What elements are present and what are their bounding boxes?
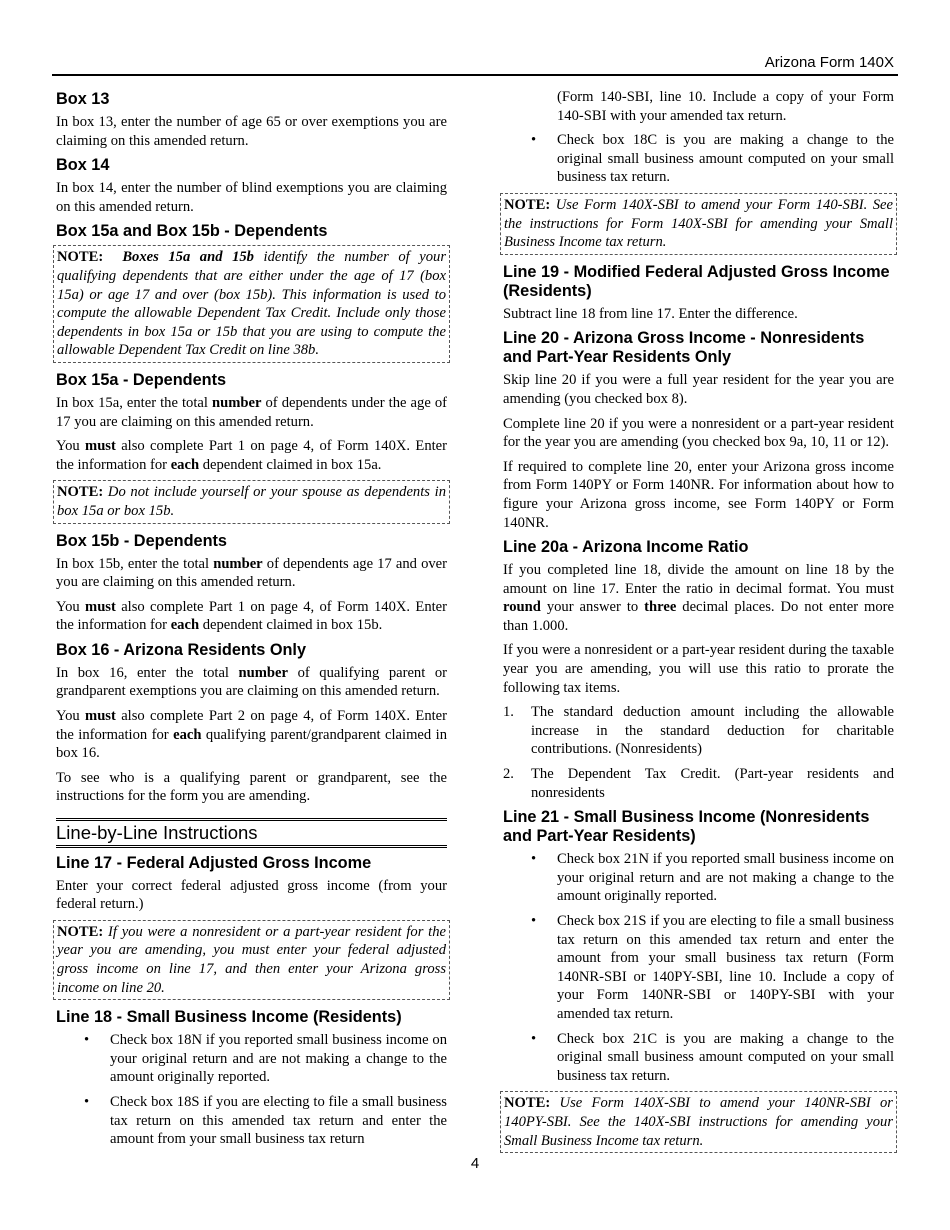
line20-heading: Line 20 - Arizona Gross Income - Nonresidents and Part-Year Residents Only: [503, 329, 865, 367]
box15ab-heading: Box 15a and Box 15b - Dependents: [56, 222, 328, 241]
line20-text-2: Complete line 20 if you were a nonresident or a part-year resident for the year you are amending (you checked box 9a, 10, 11 or 12).: [503, 415, 894, 451]
line17-heading: Line 17 - Federal Adjusted Gross Income: [56, 853, 372, 872]
list-item: 1. The standard deduction amount including the allowable increase in the standard deduction for charitable contributions. (Nonresidents): [503, 704, 894, 758]
note-bold-italic: Boxes 15a and 15b: [122, 249, 254, 266]
box16-heading: Box 16 - Arizona Residents Only: [56, 640, 307, 659]
box16-text-2: You must also complete Part 2 on page 4, of Form 140X. Enter the information for each qualifying parent/grandparent claimed in box 16.: [56, 708, 448, 762]
line20a-items: [503, 703, 894, 802]
note-text: Use Form 140X-SBI to amend your 140NR-SBI or 140PY-SBI. See the 140X-SBI instructions for amending your Small Business Income tax return.: [504, 1095, 893, 1149]
line21-bullets: [503, 850, 894, 1085]
note-text: Use Form 140X-SBI to amend your Form 140-SBI. See the instructions for Form 140X-SBI for amending your Small Business Income tax return.: [504, 196, 893, 251]
note-label: NOTE:: [57, 484, 104, 501]
box15ab-note: [53, 245, 450, 363]
line20-text-3: If required to complete line 20, enter your Arizona gross income from Form 140PY or Form 140NR. For information about how to figure your Arizona gross income, see Form 140PY or Form 140NR.: [503, 458, 894, 531]
line21-heading: Line 21 - Small Business Income (Nonresidents and Part-Year Residents): [503, 808, 870, 846]
line18-bullets: [56, 1031, 447, 1149]
list-item: • Check box 21C is you are making a change to the original small business amount computed on your small business tax return.: [531, 1030, 894, 1084]
box13-text: In box 13, enter the number of age 65 or over exemptions you are claiming on this amended return.: [56, 114, 447, 149]
line-by-line-heading: Line-by-Line Instructions: [56, 818, 447, 848]
header-rule: [52, 74, 898, 76]
box15b-text-1: In box 15b, enter the total number of dependents age 17 and over you are claiming on this amended return.: [56, 555, 447, 591]
box15a-heading: Box 15a - Dependents: [56, 370, 227, 389]
sbi-note: [500, 193, 897, 255]
list-item: • Check box 18C is you are making a change to the original small business amount computed on your small business tax return.: [531, 132, 894, 186]
page-number: 4: [470, 1155, 480, 1172]
list-item: • Check box 21N if you reported small business income on your original return and are not making a change to the amount originally reported.: [531, 851, 894, 905]
line19-text: Subtract line 18 from line 17. Enter the difference.: [503, 305, 798, 322]
line18-bullet-continuation: (Form 140-SBI, line 10. Include a copy of your Form 140-SBI with your amended tax return.: [557, 89, 894, 124]
line20a-text-1: If you completed line 18, divide the amount on line 18 by the amount on line 17. Enter the ratio in decimal format. You must round your answer to three decimal places. Do not enter more than 1.000.: [503, 562, 895, 634]
box14-heading: Box 14: [56, 156, 110, 175]
note-text: If you were a nonresident or a part-year resident for the year you are amending, you must enter your federal adjusted gross income on line 17, and then enter your Arizona gross income on line 20.: [57, 923, 446, 996]
note-text: Do not include yourself or your spouse as dependents in box 15a or box 15b.: [57, 484, 446, 519]
note-text: identify the number of your qualifying dependents that are either under the age of 17 (box 15a) or age 17 and over (box 15b). This information is used to compute the allowable Dependent Tax Credit. Include only those dependents in box 15a or 15b that you are using to compute the allowable Dependent Tax Credit on line 38b.: [57, 249, 447, 359]
box15a-text-1: In box 15a, enter the total number of dependents under the age of 17 you are claiming on this amended return.: [56, 394, 447, 430]
line18-heading: Line 18 - Small Business Income (Residents): [56, 1008, 402, 1027]
line17-text: Enter your correct federal adjusted gross income (from your federal return.): [56, 877, 447, 913]
box14-text: In box 14, enter the number of blind exemptions you are claiming on this amended return.: [56, 180, 447, 215]
line20a-heading: Line 20a - Arizona Income Ratio: [503, 538, 749, 557]
note-label: NOTE:: [57, 249, 104, 266]
line17-note: [53, 920, 450, 1000]
left-column: [56, 88, 447, 1155]
box15b-heading: Box 15b - Dependents: [56, 531, 227, 550]
list-item: • Check box 18S if you are electing to file a small business tax return on this amended tax return and enter the amount from your small business tax return: [84, 1093, 447, 1148]
box15b-text-2: You must also complete Part 1 on page 4, of Form 140X. Enter the information for each dependent claimed in box 15b.: [56, 598, 448, 634]
line20a-text-2: If you were a nonresident or a part-year resident during the taxable year you are amending, you will use this ratio to prorate the following tax items.: [503, 642, 894, 696]
box13-heading: Box 13: [56, 90, 110, 108]
form-title-header: Arizona Form 140X: [764, 54, 894, 71]
list-item: • Check box 18N if you reported small business income on your original return and are not making a change to the amount originally reported.: [84, 1032, 447, 1086]
box16-text-3: To see who is a qualifying parent or grandparent, see the instructions for the form you are amending.: [56, 769, 447, 805]
note-label: NOTE:: [504, 196, 551, 213]
right-column: [503, 88, 894, 1161]
box15a-text-2: You must also complete Part 1 on page 4, of Form 140X. Enter the information for each dependent claimed in box 15a.: [56, 438, 448, 473]
note-label: NOTE:: [504, 1095, 551, 1112]
sbi-note-2: [500, 1091, 897, 1153]
line19-heading: Line 19 - Modified Federal Adjusted Gross Income (Residents): [503, 262, 890, 300]
box15a-note: [53, 480, 450, 523]
line20-text-1: Skip line 20 if you were a full year resident for the year you are amending (you checked box 8).: [503, 372, 894, 407]
note-label: NOTE:: [57, 923, 104, 940]
list-item: • Check box 21S if you are electing to file a small business tax return on this amended tax return and enter the amount from your small business tax return (Form 140NR-SBI or 140PY-SBI, line 10. Include a copy of your Form 140NR-SBI or 140PY-SBI with your amended tax return.: [531, 913, 894, 1022]
box16-text-1: In box 16, enter the total number of qualifying parent or grandparent exemptions you are claiming on this amended return.: [56, 664, 447, 700]
line18-bullets-cont: [503, 131, 894, 187]
list-item: 2. The Dependent Tax Credit. (Part-year residents and nonresidents: [503, 766, 894, 801]
